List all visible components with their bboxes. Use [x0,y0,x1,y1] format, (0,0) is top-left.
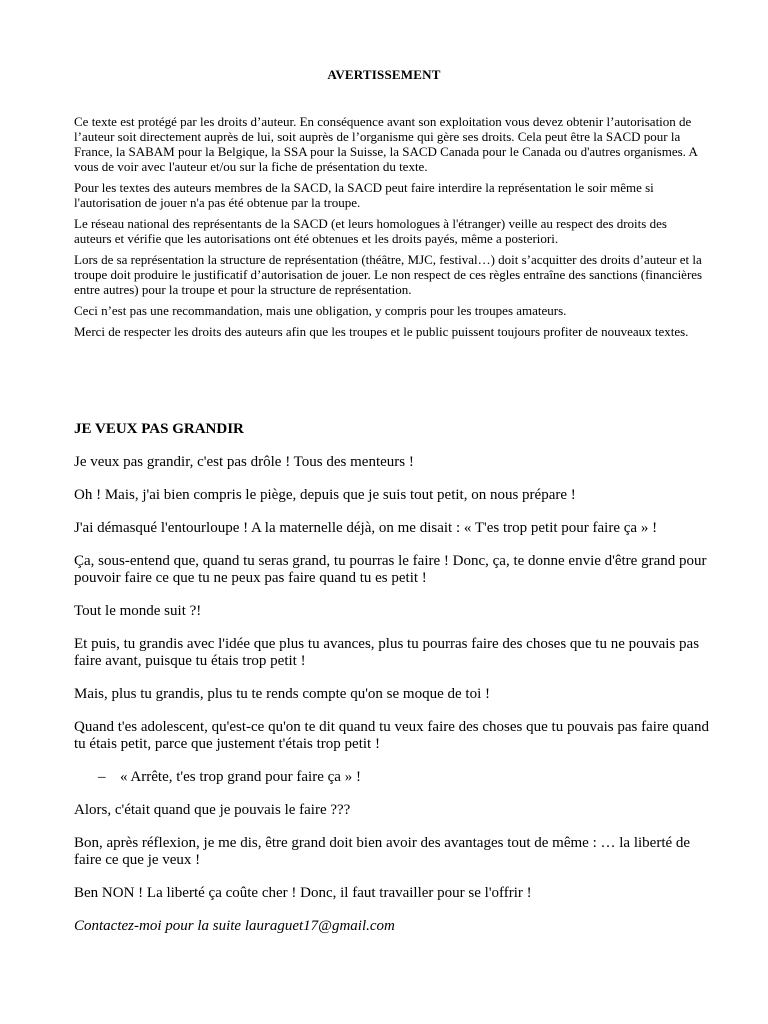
play-line: Je veux pas grandir, c'est pas drôle ! Tous des menteurs ! [74,454,414,470]
play-dash-line [98,769,714,786]
dash-line-text: « Arrête, t'es trop grand pour faire ça » ! [120,769,361,785]
play-line: Alors, c'était quand que je pouvais le faire ??? [74,802,351,818]
warning-paragraph: Ce texte est protégé par les droits d’auteur. En conséquence avant son exploitation vous devez obtenir l’autorisation de l’auteur soit directement auprès de lui, soit auprès de l’organisme qui gère ses droits. Cela peut être la SACD pour la France, la SABAM pour la Belgique, la SSA pour la Suisse, la SACD Canada pour le Canada ou d'autres organismes. A vous de voir avec l'auteur et/ou sur la fiche de présentation du texte. [74,114,698,174]
warning-body [74,114,704,345]
warning-paragraph: Ceci n’est pas une recommandation, mais une obligation, y compris pour les troupes amateurs. [74,303,567,318]
play-line: Bon, après réflexion, je me dis, être grand doit bien avoir des avantages tout de même : … la liberté de faire ce que je veux ! [74,835,691,868]
play-line: Quand t'es adolescent, qu'est-ce qu'on te dit quand tu veux faire des choses que tu pouvais pas faire quand tu étais petit, parce que justement t'étais trop petit ! [74,719,710,752]
play-line: Et puis, tu grandis avec l'idée que plus tu avances, plus tu pourras faire des choses que tu ne pouvais pas faire avant, puisque tu étais trop petit ! [74,636,700,669]
play-line: Mais, plus tu grandis, plus tu te rends compte qu'on se moque de toi ! [74,686,490,702]
warning-paragraph: Pour les textes des auteurs membres de la SACD, la SACD peut faire interdire la représentation le soir même si l'autorisation de jouer n'a pas été obtenue par la troupe. [74,180,654,210]
play-section [74,421,714,951]
play-line: J'ai démasqué l'entourloupe ! A la maternelle déjà, on me disait : « T'es trop petit pour faire ça » ! [74,520,658,536]
dash-marker: – [98,769,106,785]
play-title: JE VEUX PAS GRANDIR [74,421,244,437]
warning-paragraph: Merci de respecter les droits des auteurs afin que les troupes et le public puissent toujours profiter de nouveaux textes. [74,324,689,339]
warning-title: AVERTISSEMENT [327,67,441,82]
warning-paragraph: Lors de sa représentation la structure de représentation (théâtre, MJC, festival…) doit s’acquitter des droits d’auteur et la troupe doit produire le justificatif d’autorisation de jouer. Le non respect de ces règles entraîne des sanctions (financières entre autres) pour la troupe et pour la structure de représentation. [74,252,703,297]
play-line: Tout le monde suit ?! [74,603,202,619]
play-line: Ça, sous-entend que, quand tu seras grand, tu pourras le faire ! Donc, ça, te donne envie d'être grand pour pouvoir faire ce que tu ne peux pas faire quand tu es petit ! [74,553,707,586]
warning-paragraph: Le réseau national des représentants de la SACD (et leurs homologues à l'étranger) veille au respect des droits des auteurs et vérifie que les autorisations ont été obtenues et les droits payés, même a posteriori. [74,216,667,246]
play-line: Oh ! Mais, j'ai bien compris le piège, depuis que je suis tout petit, on nous prépare ! [74,487,576,503]
contact-line: Contactez-moi pour la suite lauraguet17@gmail.com [74,918,395,934]
play-line: Ben NON ! La liberté ça coûte cher ! Donc, il faut travailler pour se l'offrir ! [74,885,532,901]
